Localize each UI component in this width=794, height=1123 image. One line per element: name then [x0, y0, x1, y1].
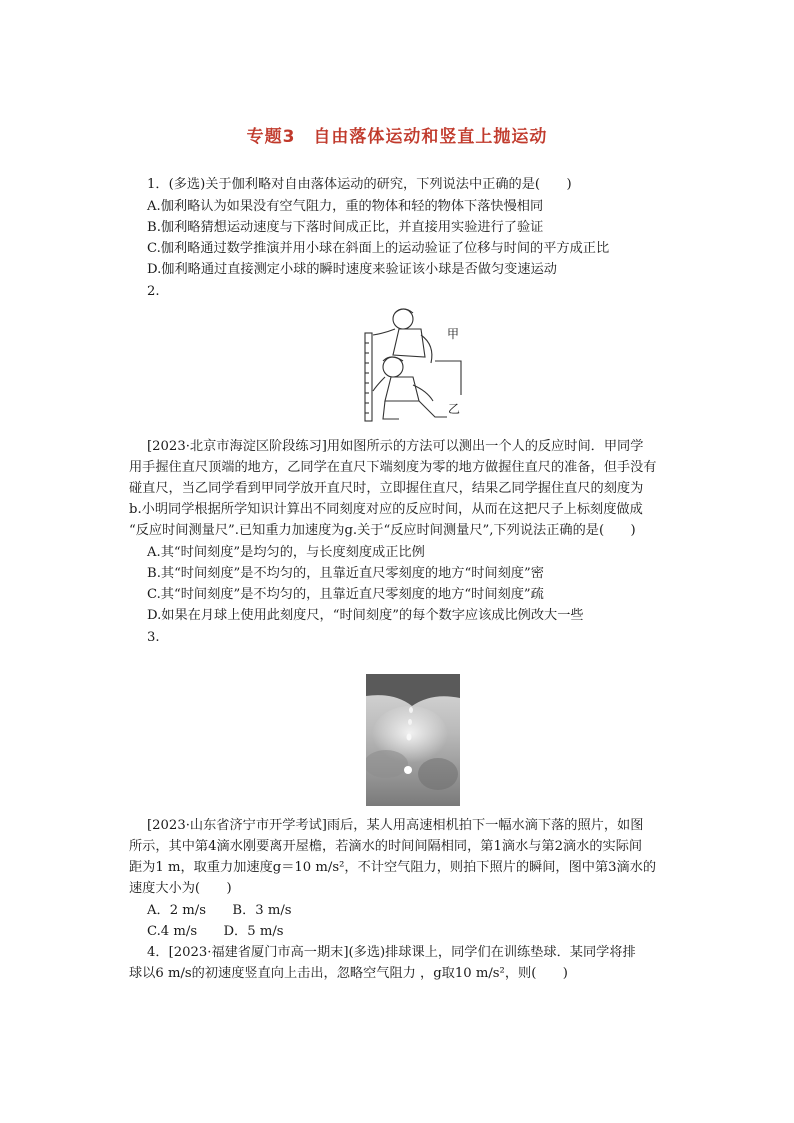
q3-stem-line-2: 所示，其中第4滴水刚要离开屋檐，若滴水的时间间隔相同，第1滴水与第2滴水的实际间 — [129, 839, 643, 854]
q3-stem-line-1: [2023·山东省济宁市开学考试]雨后，某人用高速相机拍下一幅水滴下落的照片，如图 — [147, 818, 644, 833]
q3-stem-line-3: 距为1 m，取重力加速度g＝10 m/s²，不计空气阻力，则拍下照片的瞬间，图中第3滴水的 — [129, 860, 657, 875]
q1-option-c: C.伽利略通过数学推演并用小球在斜面上的运动验证了位移与时间的平方成正比 — [147, 241, 610, 256]
q2-option-b: B.其“时间刻度”是不均匀的，且靠近直尺零刻度的地方“时间刻度”密 — [147, 566, 544, 581]
q1-stem: 1．(多选)关于伽利略对自由落体运动的研究，下列说法中正确的是( ) — [147, 177, 572, 192]
q2-option-a: A.其“时间刻度”是均匀的，与长度刻度成正比例 — [147, 545, 425, 560]
q1-option-b: B.伽利略猜想运动速度与下落时间成正比，并直接用实验进行了验证 — [147, 220, 544, 235]
page-title: 专题3 自由落体运动和竖直上抛运动 — [246, 127, 548, 147]
q4-stem-line-2: 球以6 m/s的初速度竖直向上击出，忽略空气阻力 ，g取10 m/s²，则( ) — [129, 966, 568, 981]
q1-option-d: D.伽利略通过直接测定小球的瞬时速度来验证该小球是否做匀变速运动 — [147, 262, 557, 277]
q2-stem-line-4: b.小明同学根据所学知识计算出不同刻度对应的反应时间，从而在这把尺子上标刻度做成 — [129, 502, 643, 517]
q2-stem-line-5: “反应时间测量尺”.已知重力加速度为g.关于“反应时间测量尺”,下列说法正确的是( ) — [129, 523, 636, 538]
figure-label-bottom: 乙 — [448, 402, 461, 416]
q3-options-row-1: A．2 m/s B．3 m/s — [147, 903, 292, 918]
figure-label-top: 甲 — [447, 327, 460, 341]
q2-option-d: D.如果在月球上使用此刻度尺，“时间刻度”的每个数字应该成比例改大一些 — [147, 608, 584, 623]
q2-stem-line-1: [2023·北京市海淀区阶段练习]用如图所示的方法可以测出一个人的反应时间．甲同学 — [147, 439, 644, 454]
q3-options-row-2: C.4 m/s D．5 m/s — [147, 924, 284, 939]
q2-option-c: C.其“时间刻度”是不均匀的，且靠近直尺零刻度的地方“时间刻度”疏 — [147, 587, 544, 602]
water-drop-photo — [366, 674, 460, 806]
q2-number: 2. — [147, 284, 160, 299]
q3-stem-line-4: 速度大小为( ) — [129, 881, 232, 896]
q1-option-a: A.伽利略认为如果没有空气阻力，重的物体和轻的物体下落快慢相同 — [147, 199, 544, 214]
q4-stem-line-1: 4．[2023·福建省厦门市高一期末](多选)排球课上，同学们在训练垫球．某同学将排 — [147, 945, 636, 960]
q3-number: 3. — [147, 630, 160, 645]
reaction-time-ruler-figure — [355, 305, 467, 425]
q2-stem-line-2: 用手握住直尺顶端的地方，乙同学在直尺下端刻度为零的地方做握住直尺的准备，但手没有 — [129, 460, 657, 475]
q2-stem-line-3: 碰直尺，当乙同学看到甲同学放开直尺时，立即握住直尺，结果乙同学握住直尺的刻度为 — [129, 481, 644, 496]
